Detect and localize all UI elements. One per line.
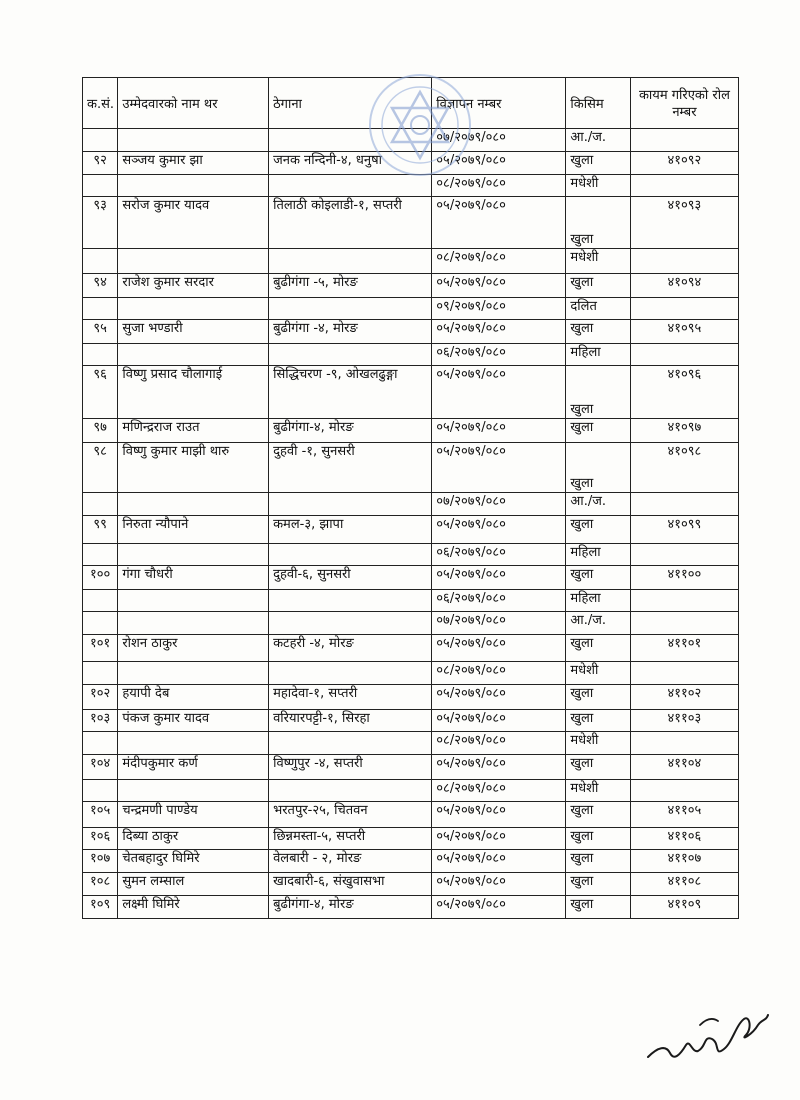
cell-address: दुहवी -१, सुनसरी xyxy=(269,443,432,493)
cell-roll xyxy=(630,732,738,755)
header-address: ठेगाना xyxy=(269,78,432,129)
cell-type: खुला xyxy=(566,635,630,662)
table-row xyxy=(83,685,739,710)
cell-type: खुला xyxy=(566,516,630,544)
cell-type: खुला xyxy=(566,152,630,175)
cell-roll: ४११०८ xyxy=(630,873,738,896)
cell-serial xyxy=(83,780,118,802)
cell-roll xyxy=(630,129,738,152)
table-row xyxy=(83,755,739,780)
cell-name: निरुता न्यौपाने xyxy=(118,516,269,544)
cell-advertisement: ०५/२०७९/०८० xyxy=(432,366,566,419)
cell-serial: १०० xyxy=(83,566,118,590)
cell-roll: ४११०० xyxy=(630,566,738,590)
table-row xyxy=(83,493,739,516)
cell-type: खुला xyxy=(566,828,630,850)
cell-roll: ४११०१ xyxy=(630,635,738,662)
table-row xyxy=(83,516,739,544)
cell-name xyxy=(118,298,269,320)
cell-roll xyxy=(630,662,738,685)
table-row xyxy=(83,197,739,249)
header-type: किसिम xyxy=(566,78,630,129)
cell-type: खुला xyxy=(566,197,630,249)
cell-address xyxy=(269,298,432,320)
cell-type: मधेशी xyxy=(566,249,630,274)
cell-type: मधेशी xyxy=(566,662,630,685)
cell-address xyxy=(269,732,432,755)
cell-serial: १०१ xyxy=(83,635,118,662)
table-row xyxy=(83,129,739,152)
table-row xyxy=(83,419,739,443)
cell-advertisement: ०५/२०७९/०८० xyxy=(432,828,566,850)
cell-serial: १०९ xyxy=(83,896,118,919)
cell-advertisement: ०५/२०७९/०८० xyxy=(432,152,566,175)
cell-type: खुला xyxy=(566,566,630,590)
cell-address xyxy=(269,612,432,635)
cell-serial xyxy=(83,732,118,755)
cell-advertisement: ०६/२०७९/०८० xyxy=(432,590,566,612)
cell-address: महादेवा-१, सप्तरी xyxy=(269,685,432,710)
cell-type: खुला xyxy=(566,685,630,710)
cell-serial xyxy=(83,493,118,516)
cell-serial xyxy=(83,590,118,612)
cell-address xyxy=(269,129,432,152)
table-row xyxy=(83,175,739,197)
cell-advertisement: ०७/२०७९/०८० xyxy=(432,612,566,635)
cell-advertisement: ०६/२०७९/०८० xyxy=(432,544,566,566)
cell-advertisement: ०५/२०७९/०८० xyxy=(432,320,566,344)
cell-address: बुढीगंगा-४, मोरङ xyxy=(269,896,432,919)
cell-roll: ४१०९२ xyxy=(630,152,738,175)
cell-roll: ४१०९५ xyxy=(630,320,738,344)
cell-address: खादबारी-६, संखुवासभा xyxy=(269,873,432,896)
cell-address: जनक नन्दिनी-४, धनुषा xyxy=(269,152,432,175)
cell-name: गंगा चौधरी xyxy=(118,566,269,590)
cell-name: चन्द्रमणी पाण्डेय xyxy=(118,802,269,828)
cell-name: मंदीपकुमार कर्ण xyxy=(118,755,269,780)
cell-name: चेतबहादुर घिमिरे xyxy=(118,850,269,873)
cell-name: सुजा भण्डारी xyxy=(118,320,269,344)
cell-roll: ४१०९८ xyxy=(630,443,738,493)
cell-serial xyxy=(83,544,118,566)
cell-name: विष्णु प्रसाद चौलागाई xyxy=(118,366,269,419)
cell-serial xyxy=(83,175,118,197)
cell-advertisement: ०५/२०७९/०८० xyxy=(432,197,566,249)
cell-name: पंकज कुमार यादव xyxy=(118,710,269,732)
cell-address: बुढीगंगा -५, मोरङ xyxy=(269,274,432,298)
cell-roll xyxy=(630,175,738,197)
candidate-table xyxy=(82,77,739,919)
cell-advertisement: ०५/२०७९/०८० xyxy=(432,635,566,662)
cell-type: महिला xyxy=(566,590,630,612)
cell-serial xyxy=(83,129,118,152)
cell-address: कटहरी -४, मोरङ xyxy=(269,635,432,662)
cell-advertisement: ०७/२०७९/०८० xyxy=(432,493,566,516)
cell-name: रोशन ठाकुर xyxy=(118,635,269,662)
cell-roll: ४११०५ xyxy=(630,802,738,828)
table-row xyxy=(83,828,739,850)
cell-name xyxy=(118,344,269,366)
cell-name: हयापी देब xyxy=(118,685,269,710)
cell-type: दलित xyxy=(566,298,630,320)
cell-name: मणिन्द्रराज राउत xyxy=(118,419,269,443)
cell-address: बुढीगंगा -४, मोरङ xyxy=(269,320,432,344)
cell-name xyxy=(118,780,269,802)
cell-serial: ९६ xyxy=(83,366,118,419)
cell-serial xyxy=(83,612,118,635)
table-row xyxy=(83,780,739,802)
cell-serial: ९८ xyxy=(83,443,118,493)
cell-type: महिला xyxy=(566,544,630,566)
cell-name: लक्ष्मी घिमिरे xyxy=(118,896,269,919)
cell-address xyxy=(269,493,432,516)
cell-address xyxy=(269,249,432,274)
cell-advertisement: ०५/२०७९/०८० xyxy=(432,685,566,710)
cell-type: खुला xyxy=(566,366,630,419)
cell-serial: १०५ xyxy=(83,802,118,828)
cell-serial: ९९ xyxy=(83,516,118,544)
cell-advertisement: ०८/२०७९/०८० xyxy=(432,732,566,755)
cell-name xyxy=(118,493,269,516)
cell-roll: ४१०९७ xyxy=(630,419,738,443)
cell-roll xyxy=(630,298,738,320)
cell-address xyxy=(269,344,432,366)
cell-address xyxy=(269,175,432,197)
cell-type: खुला xyxy=(566,274,630,298)
cell-roll: ४१०९९ xyxy=(630,516,738,544)
cell-name: दिब्या ठाकुर xyxy=(118,828,269,850)
cell-address xyxy=(269,590,432,612)
table-row xyxy=(83,274,739,298)
cell-serial xyxy=(83,298,118,320)
cell-serial xyxy=(83,662,118,685)
table-row xyxy=(83,590,739,612)
cell-advertisement: ०६/२०७९/०८० xyxy=(432,344,566,366)
cell-advertisement: ०५/२०७९/०८० xyxy=(432,802,566,828)
table-row xyxy=(83,635,739,662)
table-row xyxy=(83,443,739,493)
cell-serial: १०७ xyxy=(83,850,118,873)
cell-advertisement: ०५/२०७९/०८० xyxy=(432,850,566,873)
table-row xyxy=(83,344,739,366)
cell-serial: ९४ xyxy=(83,274,118,298)
table-row xyxy=(83,566,739,590)
cell-serial xyxy=(83,344,118,366)
cell-address: दुहवी-६, सुनसरी xyxy=(269,566,432,590)
cell-name: विष्णु कुमार माझी थारु xyxy=(118,443,269,493)
cell-type: खुला xyxy=(566,710,630,732)
table-row xyxy=(83,152,739,175)
table-row xyxy=(83,544,739,566)
cell-serial: १०८ xyxy=(83,873,118,896)
cell-advertisement: ०५/२०७९/०८० xyxy=(432,896,566,919)
cell-advertisement: ०५/२०७९/०८० xyxy=(432,419,566,443)
cell-serial: १०२ xyxy=(83,685,118,710)
cell-address: विष्णुपुर -४, सप्तरी xyxy=(269,755,432,780)
cell-roll xyxy=(630,344,738,366)
cell-advertisement: ०८/२०७९/०८० xyxy=(432,780,566,802)
cell-roll: ४११०६ xyxy=(630,828,738,850)
cell-address xyxy=(269,662,432,685)
cell-name: सञ्जय कुमार झा xyxy=(118,152,269,175)
cell-address: वरियारपट्टी-१, सिरहा xyxy=(269,710,432,732)
cell-advertisement: ०७/२०७९/०८० xyxy=(432,129,566,152)
cell-type: खुला xyxy=(566,896,630,919)
cell-name xyxy=(118,732,269,755)
cell-address: कमल-३, झापा xyxy=(269,516,432,544)
table-row xyxy=(83,366,739,419)
cell-type: मधेशी xyxy=(566,732,630,755)
cell-type: आ./ज. xyxy=(566,612,630,635)
table-row xyxy=(83,320,739,344)
cell-roll: ४११०४ xyxy=(630,755,738,780)
cell-roll: ४१०९४ xyxy=(630,274,738,298)
cell-roll xyxy=(630,493,738,516)
cell-advertisement: ०५/२०७९/०८० xyxy=(432,566,566,590)
cell-address: सिद्धिचरण -९, ओखलढुङ्गा xyxy=(269,366,432,419)
cell-address: बुढीगंगा-४, मोरङ xyxy=(269,419,432,443)
cell-roll: ४११०९ xyxy=(630,896,738,919)
table-row xyxy=(83,873,739,896)
cell-type: खुला xyxy=(566,873,630,896)
cell-roll xyxy=(630,780,738,802)
cell-roll: ४११०२ xyxy=(630,685,738,710)
cell-serial: ९३ xyxy=(83,197,118,249)
cell-type: खुला xyxy=(566,802,630,828)
cell-advertisement: ०५/२०७९/०८० xyxy=(432,710,566,732)
cell-advertisement: ०५/२०७९/०८० xyxy=(432,516,566,544)
cell-address: तिलाठी कोइलाडी-१, सप्तरी xyxy=(269,197,432,249)
cell-type: खुला xyxy=(566,755,630,780)
cell-serial: १०३ xyxy=(83,710,118,732)
cell-advertisement: ०५/२०७९/०८० xyxy=(432,755,566,780)
cell-type: खुला xyxy=(566,443,630,493)
cell-serial: १०४ xyxy=(83,755,118,780)
cell-name xyxy=(118,249,269,274)
header-advertisement: विज्ञापन नम्बर xyxy=(432,78,566,129)
cell-type: मधेशी xyxy=(566,175,630,197)
cell-type: खुला xyxy=(566,419,630,443)
cell-name: सुमन लम्साल xyxy=(118,873,269,896)
cell-name xyxy=(118,175,269,197)
document-page xyxy=(82,77,739,919)
cell-roll xyxy=(630,249,738,274)
table-row xyxy=(83,710,739,732)
cell-address: छिन्नमस्ता-५, सप्तरी xyxy=(269,828,432,850)
table-row xyxy=(83,896,739,919)
cell-name: राजेश कुमार सरदार xyxy=(118,274,269,298)
cell-serial: ९२ xyxy=(83,152,118,175)
cell-name xyxy=(118,544,269,566)
cell-type: खुला xyxy=(566,850,630,873)
cell-roll: ४१०९६ xyxy=(630,366,738,419)
cell-roll xyxy=(630,590,738,612)
cell-serial: ९७ xyxy=(83,419,118,443)
cell-address: भरतपुर-२५, चितवन xyxy=(269,802,432,828)
cell-advertisement: ०९/२०७९/०८० xyxy=(432,298,566,320)
table-row xyxy=(83,298,739,320)
cell-roll xyxy=(630,612,738,635)
cell-advertisement: ०८/२०७९/०८० xyxy=(432,662,566,685)
cell-roll: ४११०७ xyxy=(630,850,738,873)
table-row xyxy=(83,612,739,635)
header-serial: क.सं. xyxy=(83,78,118,129)
cell-roll xyxy=(630,544,738,566)
cell-address xyxy=(269,544,432,566)
cell-serial: १०६ xyxy=(83,828,118,850)
header-name: उम्मेदवारको नाम थर xyxy=(118,78,269,129)
cell-type: मधेशी xyxy=(566,780,630,802)
cell-name xyxy=(118,662,269,685)
cell-advertisement: ०८/२०७९/०८० xyxy=(432,249,566,274)
table-row xyxy=(83,249,739,274)
header-roll: कायम गरिएको रोल नम्बर xyxy=(630,78,738,129)
cell-type: खुला xyxy=(566,320,630,344)
cell-name xyxy=(118,590,269,612)
cell-advertisement: ०५/२०७९/०८० xyxy=(432,443,566,493)
cell-advertisement: ०५/२०७९/०८० xyxy=(432,873,566,896)
cell-type: आ./ज. xyxy=(566,129,630,152)
cell-type: महिला xyxy=(566,344,630,366)
cell-address: वेलबारी - २, मोरङ xyxy=(269,850,432,873)
table-row xyxy=(83,802,739,828)
table-row xyxy=(83,662,739,685)
signature-icon xyxy=(640,995,780,1075)
cell-name xyxy=(118,612,269,635)
cell-serial xyxy=(83,249,118,274)
cell-address xyxy=(269,780,432,802)
cell-serial: ९५ xyxy=(83,320,118,344)
table-row xyxy=(83,850,739,873)
cell-name: सरोज कुमार यादव xyxy=(118,197,269,249)
cell-advertisement: ०५/२०७९/०८० xyxy=(432,274,566,298)
cell-roll: ४११०३ xyxy=(630,710,738,732)
table-row xyxy=(83,732,739,755)
table-header-row xyxy=(83,78,739,129)
cell-advertisement: ०८/२०७९/०८० xyxy=(432,175,566,197)
cell-name xyxy=(118,129,269,152)
cell-type: आ./ज. xyxy=(566,493,630,516)
cell-roll: ४१०९३ xyxy=(630,197,738,249)
